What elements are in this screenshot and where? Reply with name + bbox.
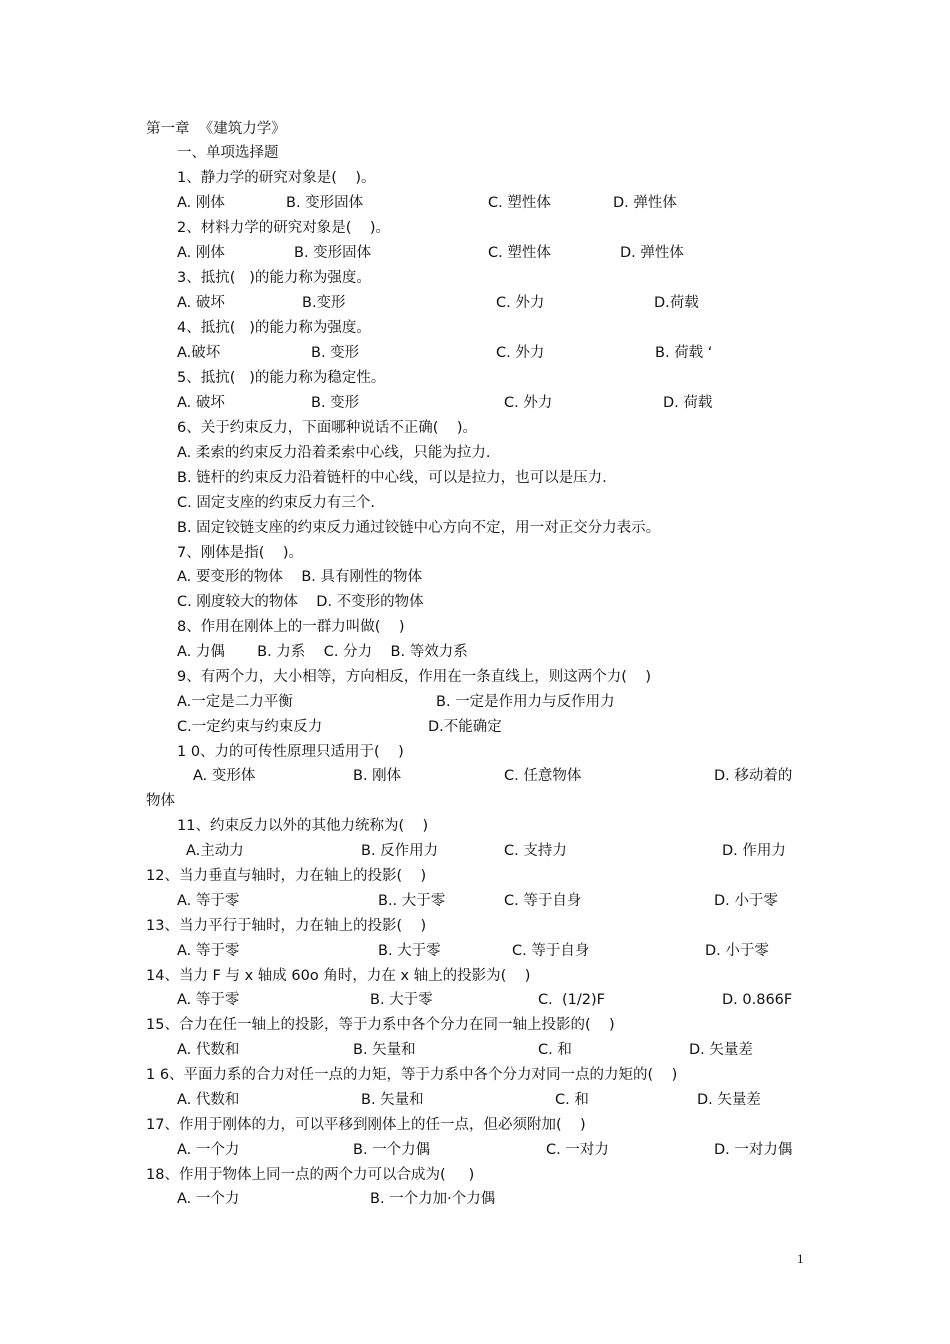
option-a: A.破坏	[177, 345, 221, 361]
option-c: C. 外力	[496, 295, 545, 311]
option-d: D. 小于零	[705, 943, 769, 959]
question-12: 12、当力垂直与轴时，力在轴上的投影( )	[146, 868, 427, 884]
option-a: A. 等于零	[177, 943, 240, 959]
option-a: A.一定是二力平衡	[177, 694, 293, 710]
option-b: B. 一定是作用力与反作用力	[436, 694, 615, 710]
option-a: A. 变形体	[193, 768, 256, 784]
option-d: D. 一对力偶	[714, 1142, 793, 1158]
option-c: C. 等于自身	[504, 893, 582, 909]
option-a: A. 代数和	[177, 1042, 240, 1058]
question-5: 5、抵抗( )的能力称为稳定性。	[177, 370, 386, 386]
page-number: 1	[797, 1251, 804, 1266]
options-ab: A. 要变形的物体 B. 具有刚性的物体	[177, 569, 422, 585]
question-15: 15、合力在任一轴上的投影，等于力系中各个分力在同一轴上投影的( )	[146, 1017, 615, 1033]
option-b: B. 矢量和	[361, 1092, 424, 1108]
option-b: B. 大于零	[378, 943, 441, 959]
chapter-title: 第一章 《建筑力学》	[146, 121, 286, 137]
option-c: C. 外力	[504, 395, 553, 411]
question-2: 2、材料力学的研究对象是( )。	[177, 220, 390, 236]
question-7: 7、刚体是指( )。	[177, 545, 303, 561]
option-c: C. 支持力	[504, 843, 567, 859]
option-b: B. 刚体	[353, 768, 402, 784]
option-d: D. 移动着的	[714, 768, 793, 784]
option-d: D. 矢量差	[697, 1092, 761, 1108]
option-a: A. 代数和	[177, 1092, 240, 1108]
question-17: 17、作用于刚体的力，可以平移到刚体上的任一点，但必须附加( )	[146, 1117, 586, 1133]
option-a: A. 柔索的约束反力沿着柔索中心线，只能为拉力.	[177, 445, 491, 461]
options-cd: C. 刚度较大的物体 D. 不变形的物体	[177, 594, 424, 610]
option-c: C. 塑性体	[488, 245, 551, 261]
question-13: 13、当力平行于轴时，力在轴上的投影( )	[146, 918, 427, 934]
option-d: D. 小于零	[714, 893, 778, 909]
option-b: B. 变形固体	[286, 195, 364, 211]
option-a: A. 刚体	[177, 195, 225, 211]
option-d-continued: 物体	[146, 793, 175, 809]
question-8: 8、作用在刚体上的一群力叫做( )	[177, 619, 405, 635]
option-c: C.一定约束与约束反力	[177, 719, 323, 735]
section-title: 一、单项选择题	[177, 145, 279, 161]
option-a: A. 等于零	[177, 893, 240, 909]
option-a: A. 等于零	[177, 992, 240, 1008]
question-10: 1 0、力的可传性原理只适用于( )	[177, 744, 404, 760]
question-1: 1、静力学的研究对象是( )。	[177, 170, 376, 186]
question-9: 9、有两个力，大小相等，方向相反，作用在一条直线上，则这两个力( )	[177, 669, 651, 685]
question-3: 3、抵抗( )的能力称为强度。	[177, 270, 371, 286]
question-11: 11、约束反力以外的其他力统称为( )	[177, 818, 429, 834]
option-d: D. 弹性体	[620, 245, 684, 261]
option-d: D. 作用力	[722, 843, 786, 859]
question-4: 4、抵抗( )的能力称为强度。	[177, 320, 371, 336]
option-b: B. 链杆的约束反力沿着链杆的中心线，可以是拉力，也可以是压力.	[177, 470, 607, 486]
option-a: A. 破坏	[177, 395, 225, 411]
option-b: B. 变形	[311, 395, 360, 411]
option-b: B. 大于零	[370, 992, 433, 1008]
option-d: D.不能确定	[428, 719, 502, 735]
option-b: B. 一个力加·个力偶	[370, 1191, 496, 1207]
option-b: B. 反作用力	[361, 843, 439, 859]
option-a: A. 破坏	[177, 295, 225, 311]
question-16: 1 6、平面力系的合力对任一点的力矩，等于力系中各个分力对同一点的力矩的( )	[146, 1067, 678, 1083]
option-d: D. 0.866F	[722, 992, 793, 1008]
option-b: B. 一个力偶	[353, 1142, 431, 1158]
question-6: 6、关于约束反力，下面哪种说话不正确( )。	[177, 420, 477, 436]
option-c: C. 和	[555, 1092, 589, 1108]
option-d: B. 固定铰链支座的约束反力通过铰链中心方向不定，用一对正交分力表示。	[177, 520, 661, 536]
option-d: D. 荷载	[663, 395, 713, 411]
option-c: C. 固定支座的约束反力有三个.	[177, 495, 375, 511]
option-b: B. 变形	[311, 345, 360, 361]
option-a: A. 刚体	[177, 245, 225, 261]
option-a: A. 一个力	[177, 1191, 240, 1207]
option-a: A.主动力	[186, 843, 244, 859]
option-d: B. 荷载 ‘	[655, 345, 713, 361]
option-d: D. 矢量差	[689, 1042, 753, 1058]
question-14: 14、当力 F 与 x 轴成 60o 角时，力在 x 轴上的投影为( )	[146, 968, 531, 984]
option-c: C. (1/2)F	[538, 992, 605, 1008]
option-c: C. 外力	[496, 345, 545, 361]
question-18: 18、作用于物体上同一点的两个力可以合成为( )	[146, 1167, 475, 1183]
option-a: A. 一个力	[177, 1142, 240, 1158]
option-d: D. 弹性体	[613, 195, 677, 211]
options: A. 力偶 B. 力系 C. 分力 B. 等效力系	[177, 644, 468, 660]
option-c: C. 等于自身	[512, 943, 590, 959]
option-d: D.荷载	[654, 295, 699, 311]
option-c: C. 塑性体	[488, 195, 551, 211]
option-c: C. 和	[538, 1042, 572, 1058]
option-b: B.变形	[302, 295, 346, 311]
option-c: C. 任意物体	[504, 768, 582, 784]
option-b: B.. 大于零	[378, 893, 446, 909]
option-b: B. 矢量和	[353, 1042, 416, 1058]
option-c: C. 一对力	[546, 1142, 609, 1158]
option-b: B. 变形固体	[294, 245, 372, 261]
